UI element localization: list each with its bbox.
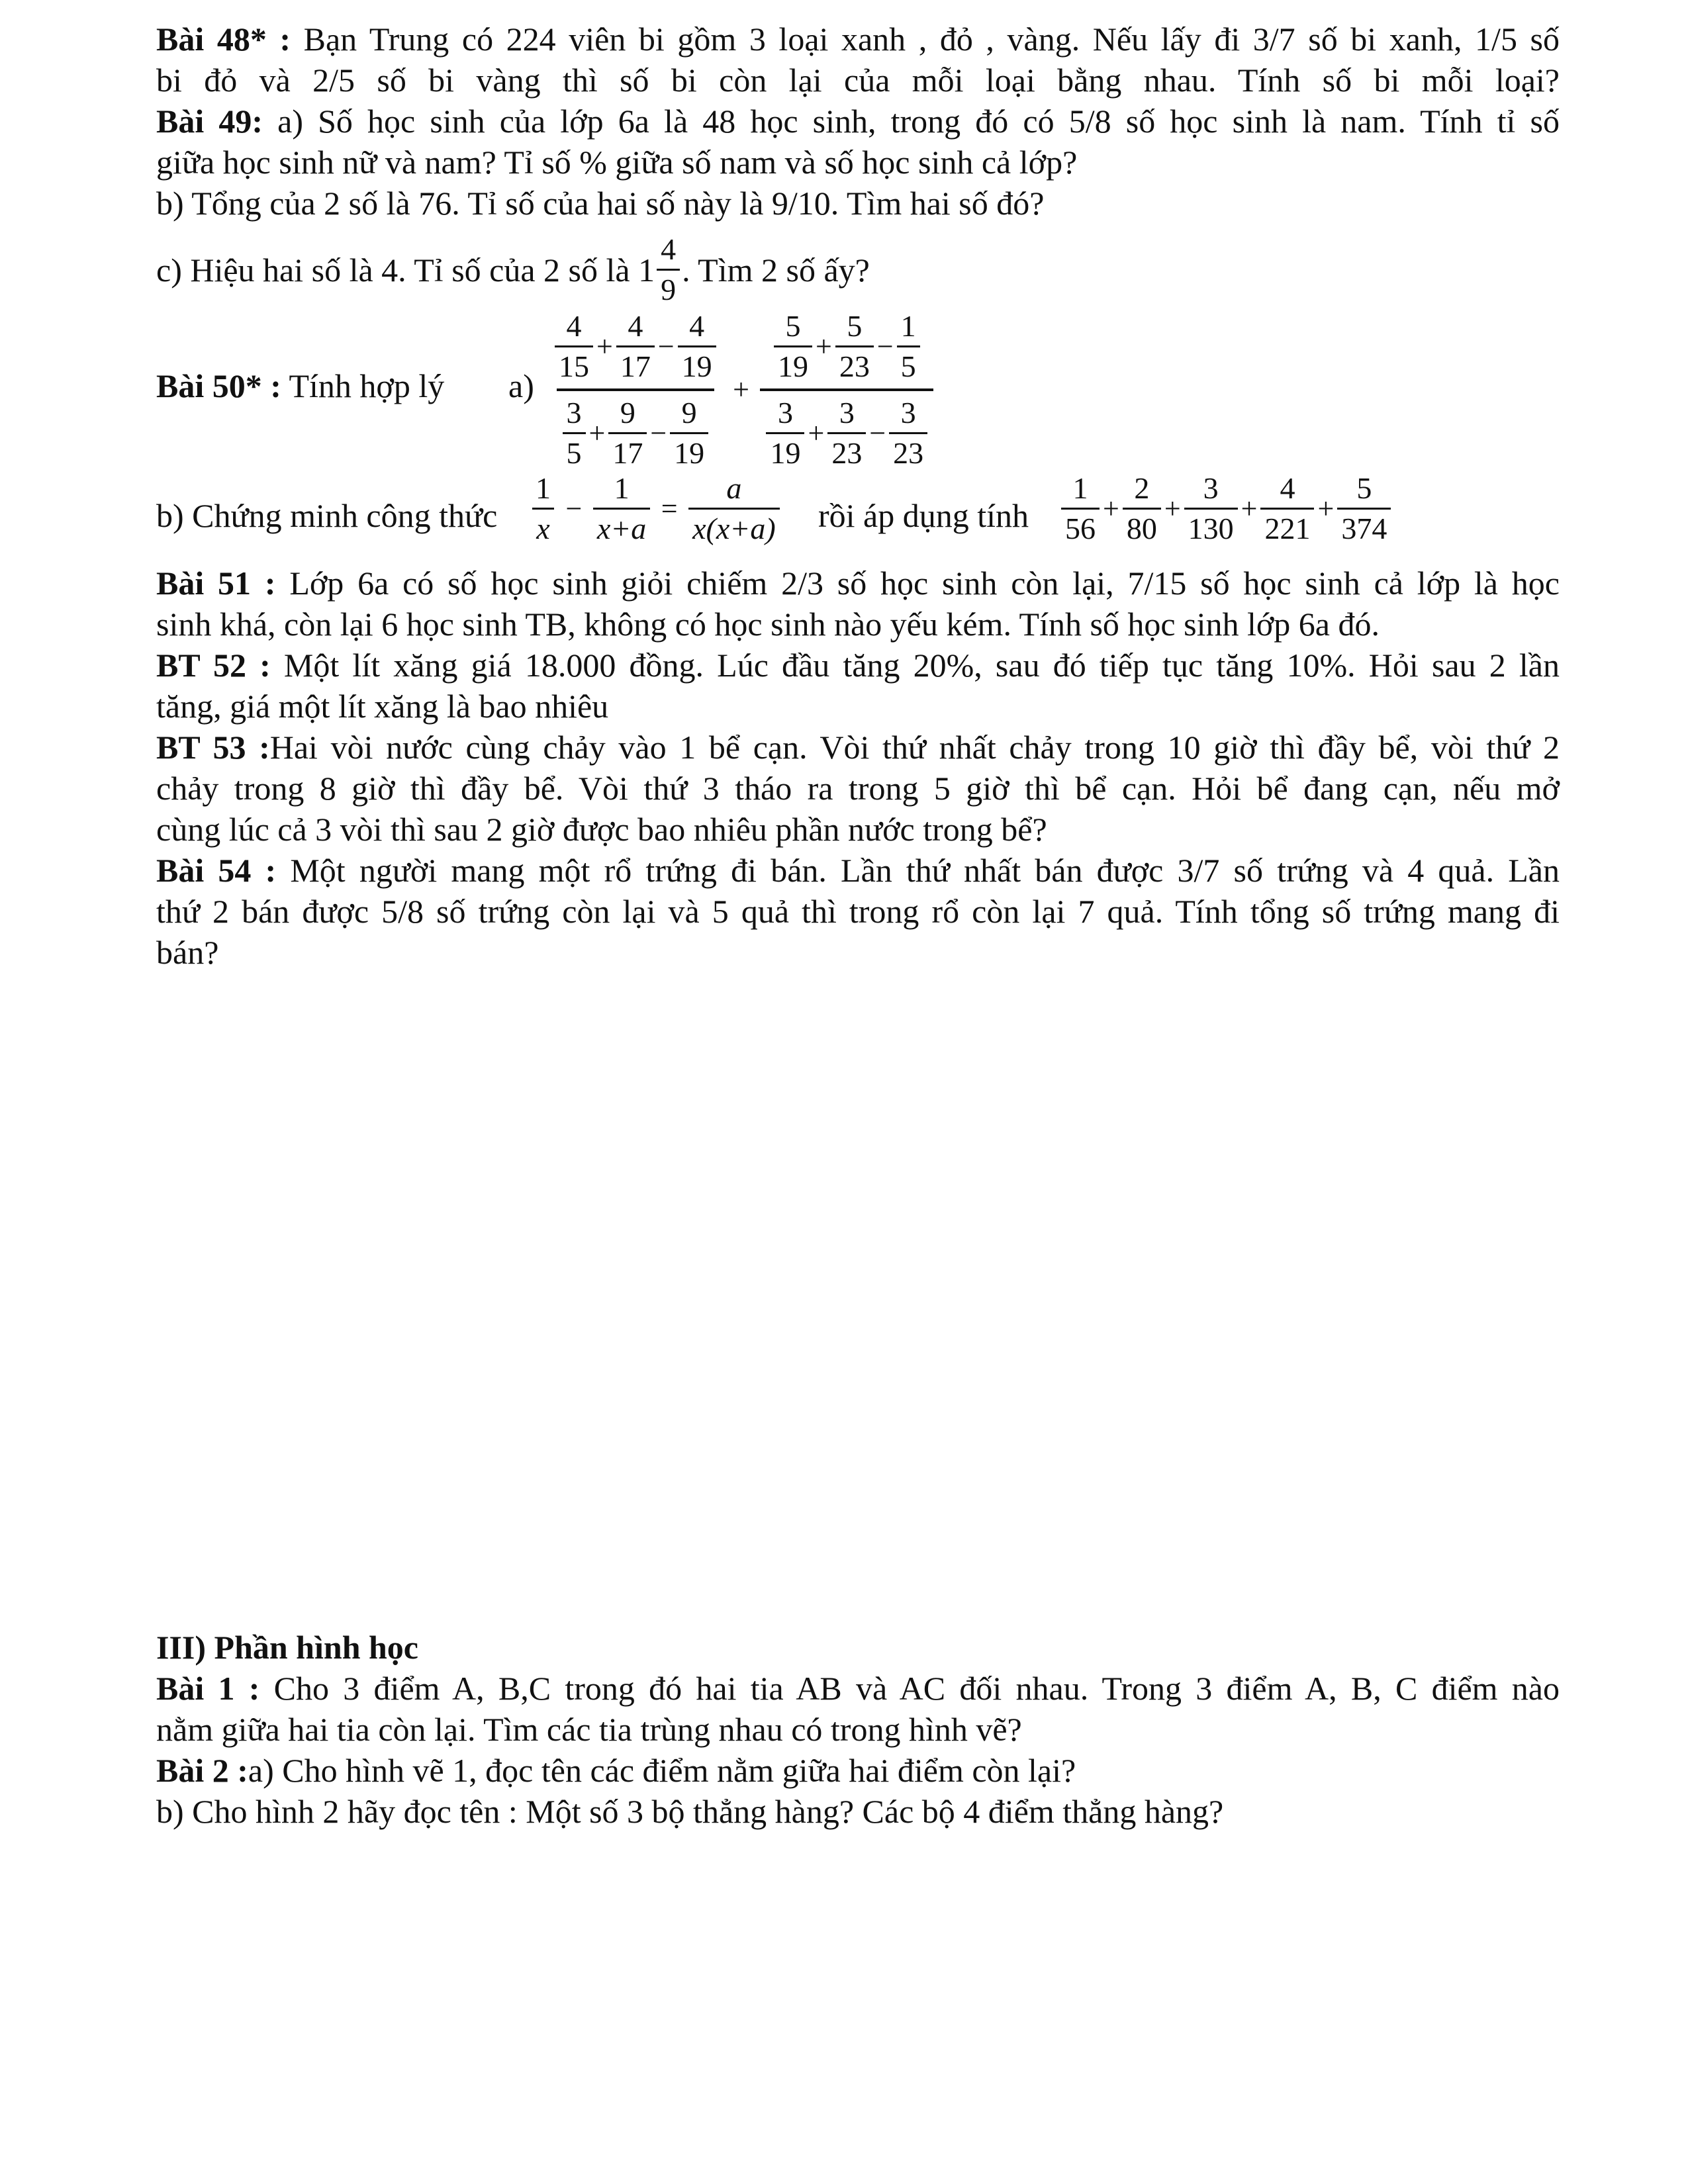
identity-formula: $\frac{1}{x}$ − $\frac{1}{x+a}$ = $\frac{a}{x(x+a)}$ [530,473,782,544]
fraction [827,398,866,469]
p49-line3: b) Tổng của 2 số là 76. Tỉ số của hai số này là 9/10. Tìm hai số đó? [156,185,1045,222]
numerator: 4 [1280,471,1295,505]
denominator: 15 [555,345,593,382]
denominator: 5 [563,432,586,469]
numerator: 9 [620,396,635,430]
compound-expression: $\frac{4}{15}$ + $\frac{4}{17}$ − $\frac{4}{19}$ $\frac{3}{5}$ + $\frac{9}{17}$ − $\frac{9}{19}$ + $\frac{5}{19}$ + $\frac{5}{23}$ − $\frac{1}{5}$ $\frac{3}{19}$ + $\frac{3}{23}$ − $\frac{3}{23}$ [547,311,935,469]
operator: + [1241,492,1258,525]
numerator: 3 [566,396,582,430]
p54-line1: Bài 54 : Một người mang một rổ trứng đi bán. Lần thứ nhất bán được 3/7 số trứng và 4 quả. Lần [156,852,1560,889]
fraction [555,311,593,382]
geo-b2-label: Bài 2 : [156,1752,248,1789]
numerator: 5 [847,309,863,343]
geo-b1-line2: nằm giữa hai tia còn lại. Tìm các tia trùng nhau có trong hình vẽ? [156,1711,1022,1748]
compound-fraction-2 [760,311,933,469]
p52-label: BT 52 : [156,647,271,684]
numerator: 3 [1203,471,1219,505]
p49-line2: giữa học sinh nữ và nam? Tỉ số % giữa số nam và số học sinh cả lớp? [156,144,1078,181]
fraction [835,311,874,382]
p51-line1: Bài 51 : Lớp 6a có số học sinh giỏi chiếm 2/3 số học sinh còn lại, 7/15 số học sinh cả lớp là học [156,565,1560,602]
compound-fraction-1 [549,311,722,469]
p49-label: Bài 49: [156,103,263,140]
p52-line2: tăng, giá một lít xăng là bao nhiêu [156,688,609,725]
geometry-heading: III) Phần hình học [156,1629,418,1666]
fraction [1184,473,1238,544]
p53-line1: BT 53 :Hai vòi nước cùng chảy vào 1 bể cạn. Vòi thứ nhất chảy trong 10 giờ thì đầy bể, vòi thứ 2 [156,729,1560,766]
p49-line-c: c) Hiệu hai số là 4. Tỉ số của 2 số là 1 $\frac{4}{9}$ . Tìm 2 số ấy? [156,232,870,306]
denominator: 80 [1123,508,1161,544]
fraction [1337,473,1391,544]
p49-line1: Bài 49: a) Số học sinh của lớp 6a là 48 học sinh, trong đó có 5/8 số học sinh là nam. Tính tỉ số [156,103,1560,140]
p54-line2: thứ 2 bán được 5/8 số trứng còn lại và 5 quả thì trong rổ còn lại 7 quả. Tính tổng số trứng mang đi [156,893,1560,930]
p48-line2: bi đỏ và 2/5 số bi vàng thì số bi còn lại của mỗi loại bằng nhau. Tính số bi mỗi loại? [156,62,1560,99]
p50-line-b: b) Chứng minh công thức [156,497,498,534]
operator: + [815,330,832,363]
fraction-sum [1059,473,1393,544]
numerator: 4 [566,309,582,343]
denominator: 56 [1061,508,1100,544]
denominator: 5 [897,345,920,382]
p53-label: BT 53 : [156,729,270,766]
numerator: 4 [628,309,643,343]
geo-b2-line1: Bài 2 :a) Cho hình vẽ 1, đọc tên các điểm nằm giữa hai điểm còn lại? [156,1752,1076,1789]
mixed-fraction: $\frac{4}{9}$ [657,234,680,305]
p50-part-a: a) [508,367,534,404]
fraction [1260,473,1314,544]
numerator: 3 [900,396,916,430]
denominator: 23 [889,432,927,469]
operator: − [650,416,667,449]
numerator: 5 [1356,471,1372,505]
denominator: 19 [670,432,708,469]
denominator: 23 [827,432,866,469]
p54-line3: bán? [156,934,219,971]
p50-line-a: Bài 50* : Tính hợp lý [156,367,445,404]
p51-line2: sinh khá, còn lại 6 học sinh TB, không có học sinh nào yếu kém. Tính số học sinh lớp 6a đó. [156,606,1380,643]
numerator: 9 [681,396,697,430]
numerator: 4 [689,309,705,343]
numerator: 1 [900,309,916,343]
geo-b2-line2: b) Cho hình 2 hãy đọc tên : Một số 3 bộ thẳng hàng? Các bộ 4 điểm thẳng hàng? [156,1793,1224,1830]
numerator: 1 [1072,471,1088,505]
denominator: 221 [1260,508,1314,544]
fraction [897,311,920,382]
p48-label: Bài 48* : [156,21,291,58]
p48-line1: Bài 48* : Bạn Trung có 224 viên bi gồm 3 loại xanh , đỏ , vàng. Nếu lấy đi 3/7 số bi xanh, 1/5 số [156,21,1560,58]
fraction [608,398,647,469]
fraction [774,311,812,382]
operator: + [808,416,825,449]
numerator: 5 [785,309,801,343]
denominator: 19 [766,432,804,469]
denominator: 19 [774,345,812,382]
p53-line2: chảy trong 8 giờ thì đầy bể. Vòi thứ 3 tháo ra trong 5 giờ thì bể cạn. Hỏi bể đang cạn, nếu mở [156,770,1560,807]
p51-label: Bài 51 : [156,565,276,602]
fraction [1061,473,1100,544]
operator: + [596,330,613,363]
operator: + [1317,492,1335,525]
fraction [670,398,708,469]
fraction [563,398,586,469]
denominator: 17 [616,345,655,382]
denominator: 17 [608,432,647,469]
operator: − [876,330,894,363]
p50-label: Bài 50* : [156,367,281,404]
fraction [678,311,716,382]
denominator: 374 [1337,508,1391,544]
fraction [889,398,927,469]
operator: + [1164,492,1181,525]
geo-b1-line1: Bài 1 : Cho 3 điểm A, B,C trong đó hai tia AB và AC đối nhau. Trong 3 điểm A, B, C điểm nào [156,1670,1560,1707]
denominator: 130 [1184,508,1238,544]
operator: − [869,416,886,449]
p53-line3: cùng lúc cả 3 vòi thì sau 2 giờ được bao nhiêu phần nước trong bể? [156,811,1047,848]
numerator: 3 [777,396,793,430]
operator: + [1103,492,1119,525]
geo-b1-label: Bài 1 : [156,1670,260,1707]
fraction [1123,473,1161,544]
fraction [766,398,804,469]
numerator: 3 [839,396,855,430]
fraction [616,311,655,382]
p50-apply-text: rồi áp dụng tính [818,497,1029,534]
p52-line1: BT 52 : Một lít xăng giá 18.000 đồng. Lúc đầu tăng 20%, sau đó tiếp tục tăng 10%. Hỏi sau 2 lần [156,647,1560,684]
p54-label: Bài 54 : [156,852,277,889]
numerator: 2 [1134,471,1150,505]
operator: − [657,330,675,363]
operator: + [588,416,606,449]
denominator: 19 [678,345,716,382]
denominator: 23 [835,345,874,382]
